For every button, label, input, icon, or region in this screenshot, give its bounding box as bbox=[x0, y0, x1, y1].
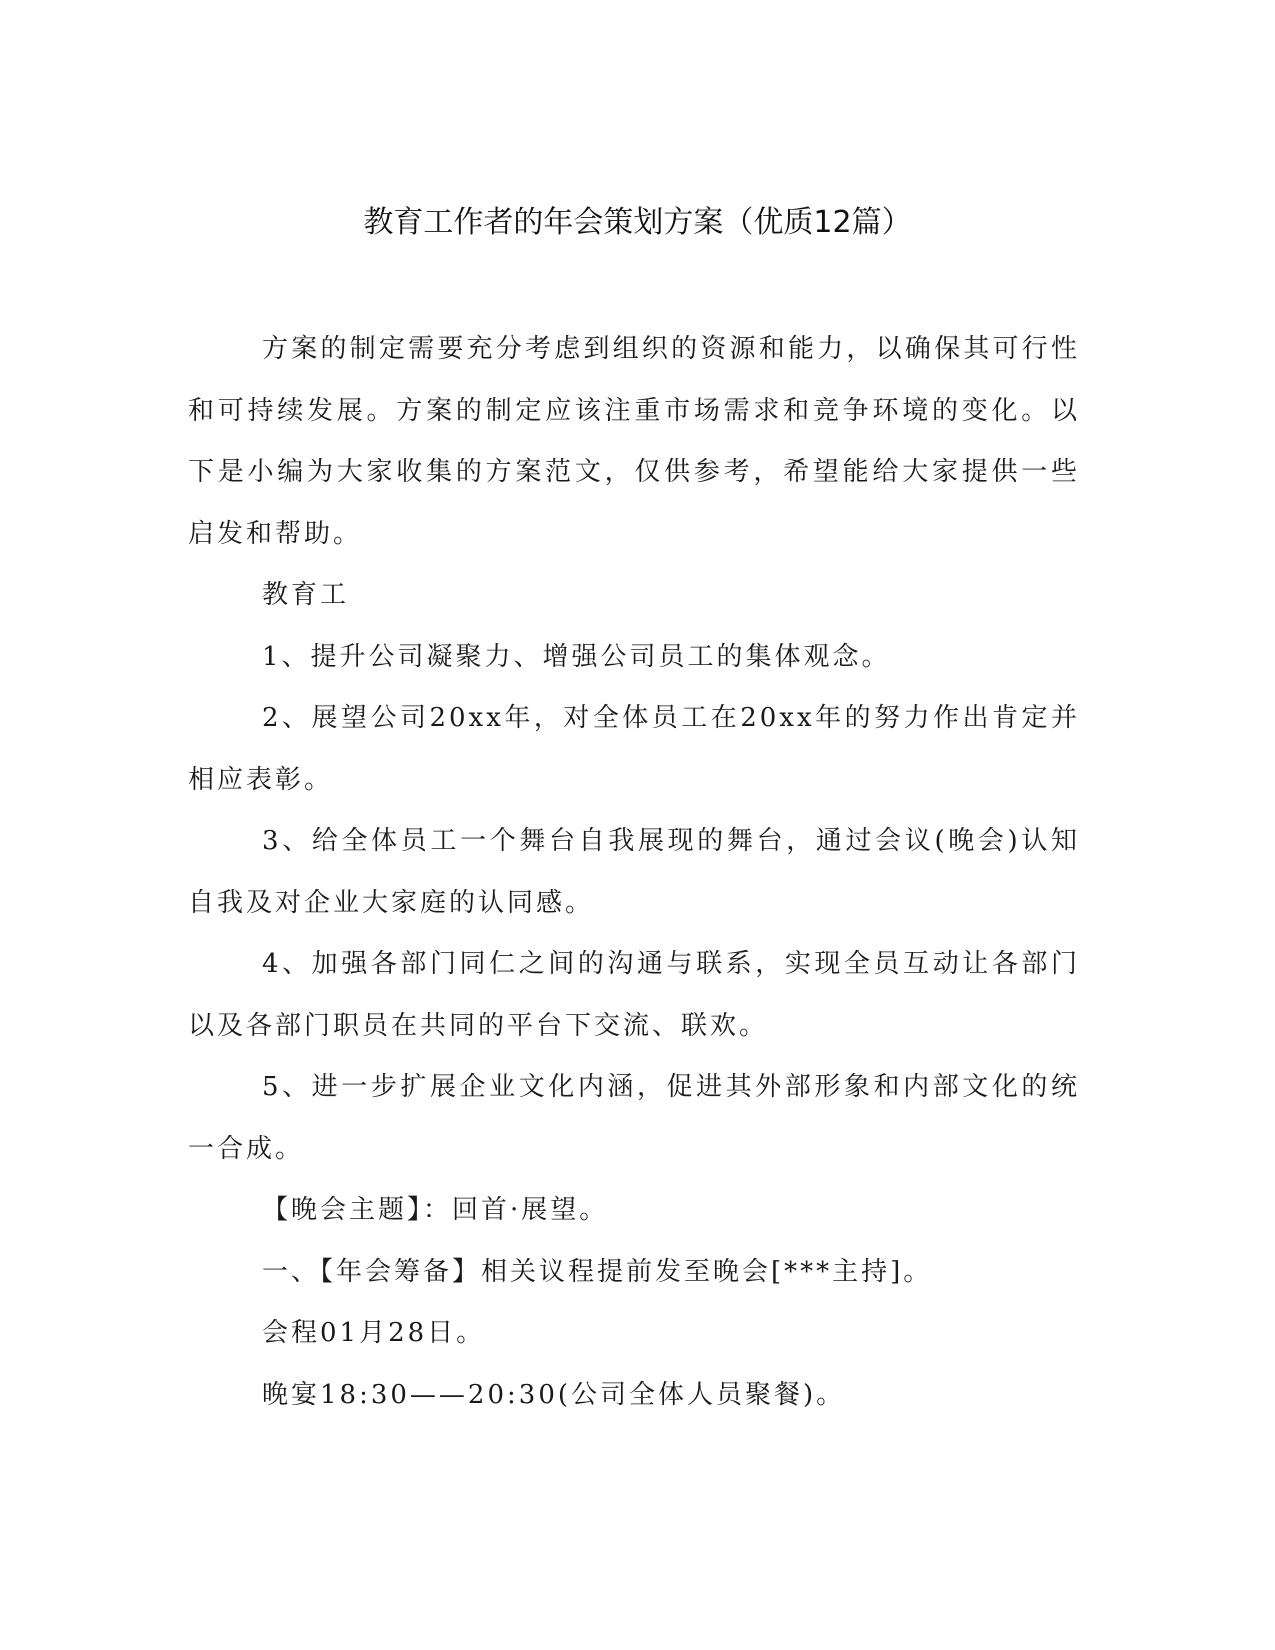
schedule-date-line: 会程01月28日。 bbox=[262, 1318, 486, 1348]
document-body bbox=[188, 319, 1080, 1426]
goal-item-2: 2、展望公司20xx年，对全体员工在20xx年的努力作出肯定并相应表彰。 bbox=[188, 703, 1080, 795]
goal-item-4: 4、加强各部门同仁之间的沟通与联系，实现全员互动让各部门以及各部门职员在共同的平台下交流、联欢。 bbox=[188, 949, 1080, 1041]
theme-line: 【晚会主题】：回首·展望。 bbox=[262, 1195, 609, 1225]
goal-item-1: 1、提升公司凝聚力、增强公司员工的集体观念。 bbox=[262, 641, 891, 672]
goal-item-5: 5、进一步扩展企业文化内涵，促进其外部形象和内部文化的统一合成。 bbox=[188, 1072, 1080, 1164]
preparation-line: 一、【年会筹备】相关议程提前发至晚会[***主持]。 bbox=[262, 1256, 933, 1287]
goal-item-3: 3、给全体员工一个舞台自我展现的舞台，通过会议(晚会)认知自我及对企业大家庭的认同感。 bbox=[188, 826, 1080, 918]
intro-paragraph: 方案的制定需要充分考虑到组织的资源和能力，以确保其可行性和可持续发展。方案的制定应该注重市场需求和竞争环境的变化。以下是小编为大家收集的方案范文，仅供参考，希望能给大家提供一些启发和帮助。 bbox=[188, 334, 1080, 549]
document-title: 教育工作者的年会策划方案（优质12篇） bbox=[363, 205, 912, 240]
dinner-time-line: 晚宴18:30——20:30(公司全体人员聚餐)。 bbox=[262, 1379, 846, 1410]
section-heading: 教育工 bbox=[262, 580, 350, 610]
